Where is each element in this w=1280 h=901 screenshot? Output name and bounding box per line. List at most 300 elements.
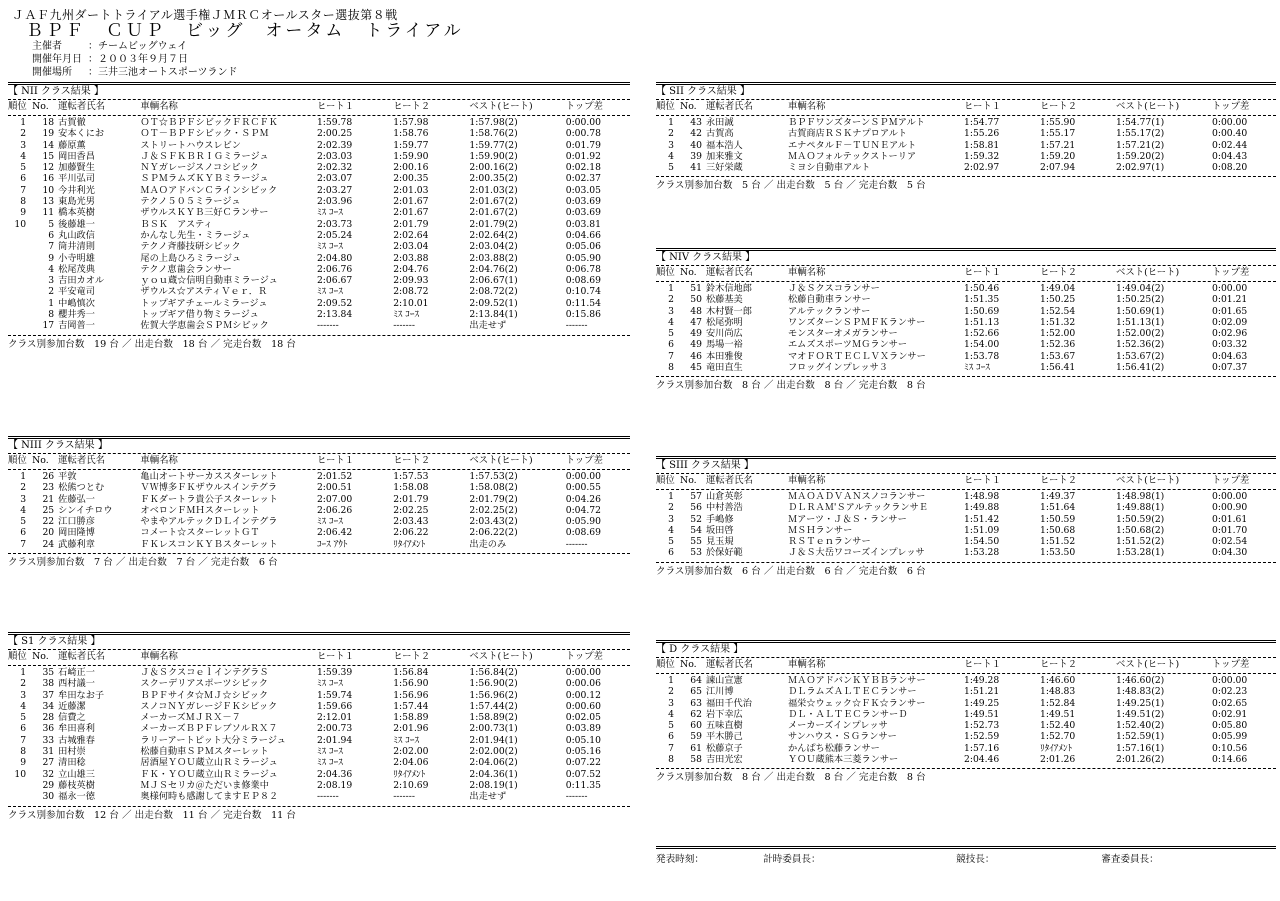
driver-name-cell: 安川尚広 (706, 328, 743, 340)
rank-cell (8, 253, 32, 264)
car-name-cell: 松藤自動車ＳＰＭスターレット (140, 746, 269, 758)
best-time-cell: 2:04.06(2) (469, 757, 518, 769)
heat1-time-cell: 2:03.73 (316, 218, 353, 230)
venue-label: 開催場所 (32, 67, 72, 78)
heat2-time-cell: 1:59.20 (1040, 150, 1076, 162)
heat1-time-cell: 2:06.26 (316, 504, 353, 516)
gap-to-top-cell: 0:05.90 (565, 516, 601, 528)
table-row (8, 723, 630, 734)
heat1-time-cell: 2:02.32 (316, 162, 353, 174)
gap-to-top-cell: 0:00.60 (565, 700, 601, 712)
heat1-time-cell: 2:06.67 (316, 275, 353, 287)
gap-to-top-cell: 0:07.22 (565, 757, 601, 769)
best-time-cell: 出走せず (469, 320, 507, 332)
rank-cell: 5 (668, 328, 674, 340)
best-time-cell: 1:56.90(2) (469, 678, 518, 690)
heat1-time-cell: 1:59.39 (316, 667, 353, 678)
no-header: No. (32, 455, 49, 466)
car-number-cell: 33 (42, 734, 55, 746)
car-number-cell: 9 (48, 252, 55, 264)
car-number-cell: 49 (690, 328, 702, 340)
table-row (656, 128, 1276, 139)
car-name-cell: サンハウス・ＳＧランサー (788, 731, 897, 743)
rank-cell: 1 (668, 117, 674, 128)
car-name-cell: メーカーズＭＪＲＸ－７ (140, 712, 241, 724)
heat2-time-cell: 1:53.67 (1040, 350, 1076, 362)
heat1-time-cell: 2:03.96 (316, 196, 353, 208)
driver-name-cell: 吉岡普一 (58, 320, 95, 332)
rank-header: 順位 (656, 475, 675, 486)
car-name-cell: オベロンＦＭＨスターレット (140, 504, 260, 516)
car-name-cell: トップギア借り物ミラージュ (140, 309, 259, 321)
table-row (8, 298, 630, 309)
car-number-cell: 34 (42, 700, 55, 712)
rank-cell: 2 (20, 128, 27, 140)
car-name-cell: 亀山オートサーカススターレット (140, 471, 278, 482)
section-title: 【 D クラス結果 】 (656, 644, 744, 655)
table-row (8, 196, 630, 207)
results-table (8, 454, 630, 550)
best-time-cell: 1:49.51(2) (1116, 708, 1165, 720)
car-number-cell: 61 (690, 742, 702, 754)
car-header: 車輌名称 (788, 475, 826, 486)
heat2-time-cell: 2:06.22 (393, 527, 429, 539)
driver-name-cell: 福本浩人 (706, 139, 743, 151)
gap-to-top-cell: 0:02.65 (1212, 697, 1248, 709)
heat2-time-cell: 1:50.25 (1040, 294, 1076, 306)
driver-name-cell: 平木勝己 (706, 731, 743, 743)
car-number-cell: 63 (690, 697, 702, 709)
table-row (8, 527, 630, 538)
driver-name-cell: 立山雄三 (58, 768, 95, 780)
best-time-cell: 1:50.59(2) (1116, 513, 1165, 525)
rank-cell (8, 780, 32, 791)
gap-to-top-cell: 0:01.65 (1212, 305, 1248, 317)
driver-name-cell: 古城雅春 (58, 734, 95, 746)
heat2-time-cell: 2:01.26 (1040, 754, 1076, 766)
driver-name-cell: 岩下幸広 (706, 708, 743, 720)
car-name-cell: ＢＳＫ アスティ (140, 218, 213, 230)
driver-name-cell: 筒井清則 (58, 241, 95, 253)
car-number-cell: 21 (42, 493, 55, 505)
car-number-cell: 57 (690, 491, 702, 502)
car-number-cell: 7 (48, 241, 55, 253)
best-time-cell: 2:01.79(2) (469, 218, 518, 230)
rank-cell: 5 (20, 162, 27, 174)
best-time-cell: 1:59.20(2) (1116, 150, 1165, 162)
car-number-cell: 22 (42, 516, 55, 528)
car-number-cell: 8 (48, 309, 55, 321)
section-n4 (656, 248, 1276, 392)
table-row (8, 219, 630, 230)
gap-to-top-cell: 0:00.06 (565, 678, 601, 690)
heat2-time-cell: 1:51.32 (1040, 316, 1076, 328)
car-number-cell: 65 (690, 686, 702, 698)
gap-to-top-cell: 0:02.18 (565, 162, 601, 174)
gap-to-top-cell: 0:08.69 (565, 527, 601, 539)
heat2-time-cell: 1:58.76 (393, 128, 429, 140)
car-name-cell: ＶＷ博多ＦＫザウルスインテグラ (140, 482, 278, 494)
heat1-time-cell: ﾐｽ ｺｰｽ (316, 757, 343, 769)
rank-cell: 2 (668, 686, 674, 698)
table-row (8, 712, 630, 723)
heat1-header: ヒート１ (964, 475, 1002, 486)
table-header-row (656, 658, 1276, 671)
best-time-cell: 2:03.04(2) (469, 241, 518, 253)
car-name-cell: ＤＬＲＡＭ'ＳアルテックランサＥ (788, 502, 928, 514)
heat2-time-cell: ﾘﾀｲｱﾒﾝﾄ (393, 768, 426, 780)
best-time-cell: 2:03.88(2) (469, 252, 518, 264)
class-summary: クラス別参加台数 8 台 ／ 出走台数 8 台 ／ 完走台数 8 台 (656, 380, 926, 392)
best-time-cell: 1:49.88(1) (1116, 502, 1165, 514)
car-number-cell: 6 (48, 229, 55, 241)
heat2-time-cell: 2:03.43 (393, 516, 429, 528)
car-number-cell: 28 (42, 712, 55, 724)
class-summary: クラス別参加台数 12 台 ／ 出走台数 11 台 ／ 完走台数 11 台 (8, 809, 296, 821)
rank-cell: 3 (20, 493, 27, 505)
table-row (8, 185, 630, 196)
best-time-cell: 1:53.67(2) (1116, 350, 1165, 362)
heat1-time-cell: ------- (316, 320, 339, 332)
heat1-time-cell: 1:57.16 (964, 742, 1000, 754)
gap-to-top-cell: 0:00.00 (1212, 117, 1248, 128)
gap-to-top-cell: 0:07.52 (565, 768, 601, 780)
heat2-time-cell: 1:49.04 (1040, 283, 1076, 294)
heat1-time-cell: 2:03.27 (316, 184, 353, 196)
driver-name-cell: 加藤賢生 (58, 162, 95, 174)
heat2-time-cell: 1:50.68 (1040, 524, 1076, 536)
rank-cell: 3 (668, 697, 674, 709)
table-row (656, 117, 1276, 128)
date-label: 開催年月日 (32, 54, 82, 65)
table-row (656, 502, 1276, 513)
best-time-cell: 2:02.64(2) (469, 229, 518, 241)
heat2-time-cell: 2:02.00 (393, 746, 429, 758)
gap-to-top-cell: 0:08.69 (565, 275, 601, 287)
rank-header: 順位 (656, 101, 675, 112)
heat2-header: ヒート２ (393, 455, 431, 466)
class-summary: クラス別参加台数 7 台 ／ 出走台数 7 台 ／ 完走台数 6 台 (8, 557, 278, 569)
rank-cell (8, 298, 32, 309)
gap-to-top-cell: 0:00.55 (565, 482, 601, 494)
best-time-cell: 1:57.44(2) (469, 700, 518, 712)
heat1-time-cell: 1:49.51 (964, 708, 1000, 720)
rank-cell: 3 (20, 139, 27, 151)
best-time-cell: 1:55.17(2) (1116, 128, 1165, 140)
heat1-header: ヒート１ (316, 101, 355, 112)
best-time-cell: 2:13.84(1) (469, 309, 518, 321)
gap-to-top-cell: 0:02.37 (565, 173, 601, 185)
date-line (32, 53, 612, 66)
gap-to-top-cell: 0:08.20 (1212, 162, 1248, 174)
car-name-cell: 福栄☆ウェック☆ＦＫ☆ランサー (788, 697, 926, 709)
car-name-cell: ＭＡＯＡＤＶＡＮスノコランサー (788, 491, 926, 502)
car-name-cell: ＲＳＴｅｎランサー (788, 536, 871, 548)
rank-cell: 6 (668, 339, 674, 351)
heat2-time-cell: 1:56.90 (393, 678, 429, 690)
table-row (8, 320, 630, 331)
driver-name-cell: 福永一徳 (58, 791, 95, 803)
rank-cell: 4 (668, 524, 674, 536)
rank-cell (8, 320, 32, 331)
table-row (656, 731, 1276, 742)
table-row (8, 128, 630, 139)
table-row (8, 780, 630, 791)
heat1-time-cell: 1:59.66 (316, 700, 353, 712)
heat2-time-cell: 1:56.96 (393, 689, 429, 701)
car-name-cell: アルテックランサー (788, 305, 871, 317)
car-number-cell: 60 (690, 720, 702, 732)
car-name-cell: 奥様何時も感謝してますＥＰ８２ (140, 791, 279, 803)
table-row (656, 743, 1276, 754)
car-name-cell: 松藤自動車ランサー (788, 294, 871, 306)
gap-header: トップ差 (1212, 475, 1250, 486)
best-time-cell: 1:56.41(2) (1116, 362, 1165, 374)
car-number-cell: 50 (690, 294, 702, 306)
car-name-cell: スクーデリアスポーツシビック (140, 678, 268, 690)
driver-name-cell: 平川弘司 (58, 173, 95, 185)
driver-name-cell: 松藤基美 (706, 294, 743, 306)
heat2-time-cell: 1:57.53 (393, 471, 429, 482)
rank-header: 順位 (8, 101, 27, 112)
table-row (656, 328, 1276, 339)
heat2-header: ヒート２ (393, 101, 431, 112)
car-number-cell: 3 (48, 275, 55, 287)
best-header: ベスト(ヒート) (1116, 659, 1180, 670)
heat2-time-cell: 2:04.06 (393, 757, 429, 769)
car-number-cell: 10 (42, 184, 55, 196)
gap-to-top-cell: 0:06.78 (565, 263, 601, 275)
best-time-cell: 2:02.97(1) (1116, 162, 1165, 174)
heat1-time-cell: 1:49.25 (964, 697, 1000, 709)
no-header: No. (680, 101, 697, 112)
rank-cell: 7 (668, 742, 674, 754)
table-row (656, 675, 1276, 686)
gap-to-top-cell: 0:05.90 (565, 252, 601, 264)
rank-cell: 5 (668, 720, 674, 732)
car-number-cell: 29 (42, 779, 55, 791)
best-time-cell: 2:01.79(2) (469, 493, 518, 505)
car-number-cell: 58 (690, 754, 702, 766)
best-time-cell: 2:08.72(2) (469, 286, 518, 298)
table-row (656, 362, 1276, 373)
rank-cell: 6 (20, 173, 27, 185)
best-header: ベスト(ヒート) (1116, 267, 1180, 278)
table-row (656, 317, 1276, 328)
gap-to-top-cell: 0:10.56 (1212, 742, 1248, 754)
car-name-cell: ザウルスＫＹＢ三好Ｃランサー (140, 207, 269, 219)
car-name-cell: テクノ斉藤技研シビック (140, 241, 241, 253)
heat2-header: ヒート２ (1040, 267, 1078, 278)
car-number-cell: 39 (690, 150, 702, 162)
car-name-cell: Ｊ＆ＳＦＫＢＲＩＧミラージュ (140, 150, 269, 162)
car-number-cell: 23 (42, 482, 55, 494)
gap-to-top-cell: 0:02.09 (1212, 316, 1248, 328)
section-title: 【 NIV クラス結果 】 (656, 252, 756, 263)
best-header: ベスト(ヒート) (469, 455, 533, 466)
car-number-cell: 64 (690, 675, 702, 686)
heat1-time-cell: 2:03.07 (316, 173, 353, 185)
announce-time-label: 発表時刻： (656, 854, 704, 865)
heat2-time-cell: 2:01.03 (393, 184, 429, 196)
table-row (8, 207, 630, 218)
car-number-cell: 20 (42, 527, 55, 539)
best-time-cell: 1:46.60(2) (1116, 675, 1165, 686)
car-header: 車輌名称 (140, 455, 178, 466)
car-name-cell: Ｊ＆Ｓ大岳ワコーズインプレッサ (788, 547, 925, 559)
car-header: 車輌名称 (788, 659, 826, 670)
driver-name-cell: 松尾茂典 (58, 263, 95, 275)
heat1-time-cell: 2:12.01 (316, 712, 353, 724)
table-row (8, 151, 630, 162)
heat2-time-cell: 1:51.52 (1040, 536, 1076, 548)
driver-name-cell: 信費之 (58, 712, 86, 724)
gap-to-top-cell: 0:01.21 (1212, 294, 1248, 306)
rank-cell: 2 (668, 128, 674, 140)
driver-name-cell: 平敦 (58, 471, 77, 482)
car-name-cell: Ｊ＆ＳクスコｅｌインテグラＳ (140, 667, 269, 678)
heat2-header: ヒート２ (1040, 659, 1078, 670)
car-number-cell: 18 (42, 117, 55, 128)
rank-cell: 8 (20, 196, 27, 208)
best-time-cell: 出走のみ (469, 538, 507, 550)
rank-cell: 7 (20, 538, 27, 550)
rank-cell: 6 (668, 547, 674, 559)
heat1-time-cell: 2:08.19 (316, 779, 353, 791)
heat1-time-cell: 1:51.42 (964, 513, 1000, 525)
driver-name-cell: 田村崇 (58, 746, 86, 758)
heat1-header: ヒート１ (316, 455, 355, 466)
car-name-cell: ワンズターンＳＰＭＦＫランサー (788, 316, 926, 328)
heat1-time-cell: 1:51.09 (964, 524, 1000, 536)
rank-cell (8, 275, 32, 286)
heat1-time-cell: 2:01.52 (316, 471, 353, 482)
driver-name-cell: 三好栄蔵 (706, 162, 743, 174)
best-header: ベスト(ヒート) (469, 651, 533, 662)
driver-header: 運転者氏名 (706, 267, 753, 278)
car-name-cell: 佐賀大学恵歯会ＳＰＭシビック (140, 320, 269, 332)
heat2-time-cell: 1:51.64 (1040, 502, 1076, 514)
rank-cell: 5 (668, 162, 674, 174)
best-header: ベスト(ヒート) (469, 101, 533, 112)
best-header: ベスト(ヒート) (1116, 101, 1180, 112)
rank-cell: 1 (668, 675, 674, 686)
heat2-time-cell: 2:00.35 (393, 173, 429, 185)
heat2-time-cell: 2:01.67 (393, 196, 429, 208)
car-number-cell: 49 (690, 339, 702, 351)
section-title: 【 NII クラス結果 】 (8, 86, 104, 97)
heat1-time-cell: ﾐｽ ｺｰｽ (316, 207, 343, 219)
signature-footer (656, 846, 1276, 866)
table-row (8, 230, 630, 241)
driver-name-cell: 松尾弥明 (706, 316, 743, 328)
heat2-time-cell: 2:03.88 (393, 252, 429, 264)
gap-to-top-cell: 0:00.12 (565, 689, 601, 701)
gap-to-top-cell: 0:07.37 (1212, 362, 1248, 374)
driver-name-cell: 後藤雄一 (58, 218, 95, 230)
heat2-time-cell: 2:03.04 (393, 241, 429, 253)
car-name-cell: ＦＫダートラ貴公子スターレット (140, 493, 278, 505)
driver-name-cell: 中嶋慎次 (58, 297, 95, 309)
driver-header: 運転者氏名 (706, 475, 753, 486)
best-time-cell: 1:50.25(2) (1116, 294, 1165, 306)
gap-to-top-cell: 0:00.00 (1212, 491, 1248, 502)
rank-cell: 8 (668, 362, 674, 374)
heat2-time-cell: 1:52.54 (1040, 305, 1076, 317)
driver-name-cell: 手嶋修 (706, 513, 734, 525)
best-time-cell: 1:57.53(2) (469, 471, 518, 482)
best-time-cell: 1:52.00(2) (1116, 328, 1165, 340)
car-number-cell: 11 (42, 207, 55, 219)
gap-to-top-cell: 0:03.05 (565, 184, 601, 196)
rank-cell: 2 (668, 502, 674, 514)
best-time-cell: 1:49.04(2) (1116, 283, 1165, 294)
table-row (8, 253, 630, 264)
heat2-time-cell: 1:52.40 (1040, 720, 1076, 732)
table-row (8, 275, 630, 286)
results-table (656, 658, 1276, 765)
driver-header: 運転者氏名 (58, 455, 106, 466)
driver-name-cell: 岡田隆博 (58, 527, 95, 539)
driver-name-cell: 石崎正一 (58, 667, 95, 678)
gap-header: トップ差 (1212, 101, 1250, 112)
rank-cell: 3 (20, 689, 27, 701)
car-number-cell: 35 (42, 667, 55, 678)
car-name-cell: ラリーアートピット大分ミラージュ (140, 734, 286, 746)
section-s1 (8, 632, 630, 822)
table-row (8, 241, 630, 252)
document-header (12, 8, 612, 79)
rank-cell: 6 (20, 527, 27, 539)
table-header-row (656, 100, 1276, 113)
table-row (656, 151, 1276, 162)
heat2-time-cell: 1:50.59 (1040, 513, 1076, 525)
heat1-time-cell: 1:54.77 (964, 117, 1000, 128)
car-number-cell: 56 (690, 502, 702, 514)
gap-to-top-cell: 0:02.05 (565, 712, 601, 724)
venue-line (32, 66, 612, 79)
driver-name-cell: 本田雅俊 (706, 350, 743, 362)
rank-header: 順位 (656, 267, 675, 278)
rank-cell (8, 791, 32, 802)
table-row (8, 140, 630, 151)
driver-header: 運転者氏名 (58, 651, 106, 662)
car-name-cell: スノコＮＹガレージＦＫシビック (140, 700, 278, 712)
heat2-time-cell: 1:52.84 (1040, 697, 1076, 709)
car-name-cell: ＦＫレスコンＫＹＢスターレット (140, 538, 278, 550)
table-row (656, 720, 1276, 731)
car-name-cell: ＤＬラムズＡＬＴＥＣランサー (788, 686, 917, 698)
no-header: No. (680, 267, 697, 278)
best-time-cell: 2:06.67(1) (469, 275, 518, 287)
heat1-time-cell: 2:03.03 (316, 150, 353, 162)
car-name-cell: メーカーズインプレッサ (788, 720, 888, 732)
driver-header: 運転者氏名 (58, 101, 106, 112)
heat2-time-cell: 1:49.37 (1040, 491, 1076, 502)
best-time-cell: 1:57.98(2) (469, 117, 518, 128)
results-table (656, 266, 1276, 373)
timekeeper-label: 計時委員長： (763, 854, 821, 865)
heat1-time-cell: 1:59.78 (316, 117, 353, 128)
car-name-cell: 古賀商店ＲＳＫナプロアルト (788, 128, 908, 140)
gap-to-top-cell: 0:00.78 (565, 128, 601, 140)
best-time-cell: 2:01.67(2) (469, 207, 518, 219)
table-row (656, 339, 1276, 350)
heat1-time-cell: 2:04.36 (316, 768, 353, 780)
car-number-cell: 38 (42, 678, 55, 690)
car-number-cell: 15 (42, 150, 55, 162)
rank-cell: 4 (20, 700, 27, 712)
